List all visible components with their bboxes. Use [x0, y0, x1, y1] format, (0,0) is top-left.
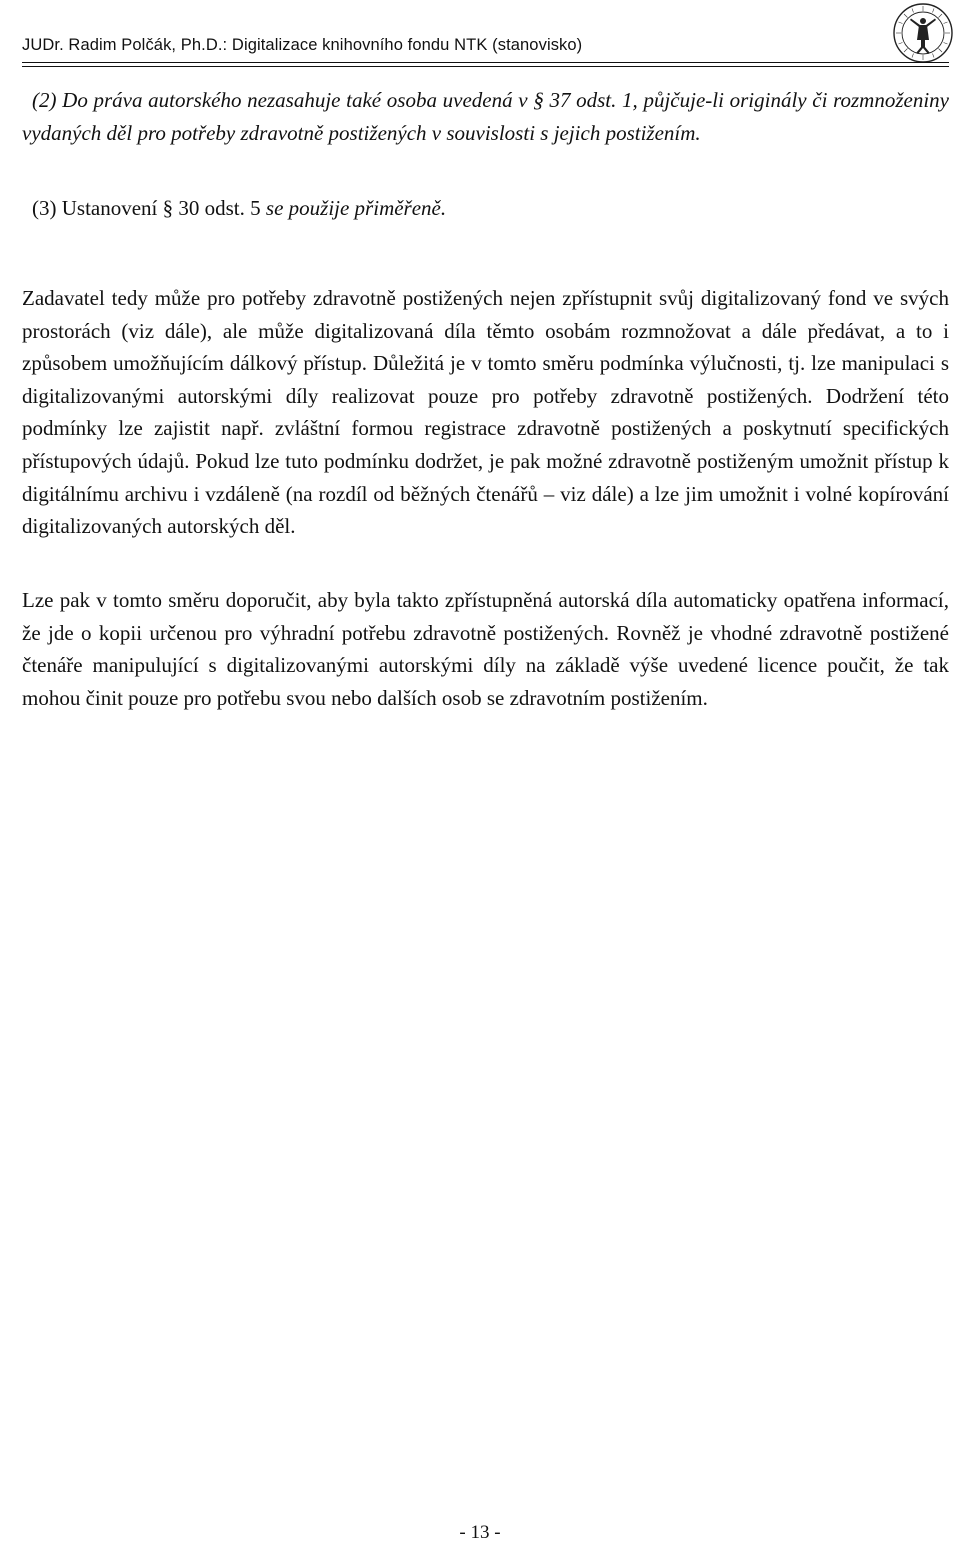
running-header: JUDr. Radim Polčák, Ph.D.: Digitalizace knihovního fondu NTK (stanovisko) — [22, 36, 583, 54]
body-paragraph: Lze pak v tomto směru doporučit, aby byla takto zpřístupněná autorská díla automaticky opatřena informací, že jde o kopii určenou pro výhradní potřebu zdravotně postižených. Rovněž je vhodné zdravotně postižené čtenáře manipulující s digitalizovanými autorskými díly na základě výše uvedené licence poučit, že tak mohou činit pouze pro potřebu svou nebo dalších osob se zdravotním postižením. — [22, 588, 949, 710]
quoted-provision-paragraph-2: (2) Do práva autorského nezasahuje také osoba uvedená v § 37 odst. 1, půjčuje-li originály či rozmnoženiny vydaných děl pro potřeby zdravotně postižených v souvislosti s jejich postižením. — [22, 88, 949, 145]
quoted-provision-paragraph-3-tail: se použije přiměřeně. — [260, 196, 447, 220]
body-paragraph: Zadavatel tedy může pro potřeby zdravotně postižených nejen zpřístupnit svůj digitalizovaný fond ve svých prostorách (viz dále), ale může digitalizovaná díla těmto osobám rozmnožovat a dále předávat, a to i způsobem umožňujícím dálkový přístup. Důležitá je v tomto směru podmínka výlučnosti, tj. lze manipulaci s digitalizovanými autorskými díly realizovat pouze pro potřeby zdravotně postižených. Dodržení této podmínky lze zajistit např. zvláštní formou registrace zdravotně postižených a poskytnutí specifických přístupových údajů. Pokud lze tuto podmínku dodržet, je pak možné zdravotně postiženým umožnit přístup k digitálnímu archivu i vzdáleně (na rozdíl od běžných čtenářů – viz dále) a lze jim umožnit i volné kopírování digitalizovaných autorských děl. — [22, 286, 949, 539]
quoted-provision-paragraph-3 — [22, 192, 949, 225]
page-number: - 13 - — [459, 1522, 501, 1543]
quoted-provision-paragraph-3-lead: (3) Ustanovení § 30 odst. 5 — [32, 196, 261, 220]
header-divider — [22, 66, 949, 67]
header-divider — [22, 62, 949, 63]
seal-emblem-icon — [892, 2, 954, 64]
